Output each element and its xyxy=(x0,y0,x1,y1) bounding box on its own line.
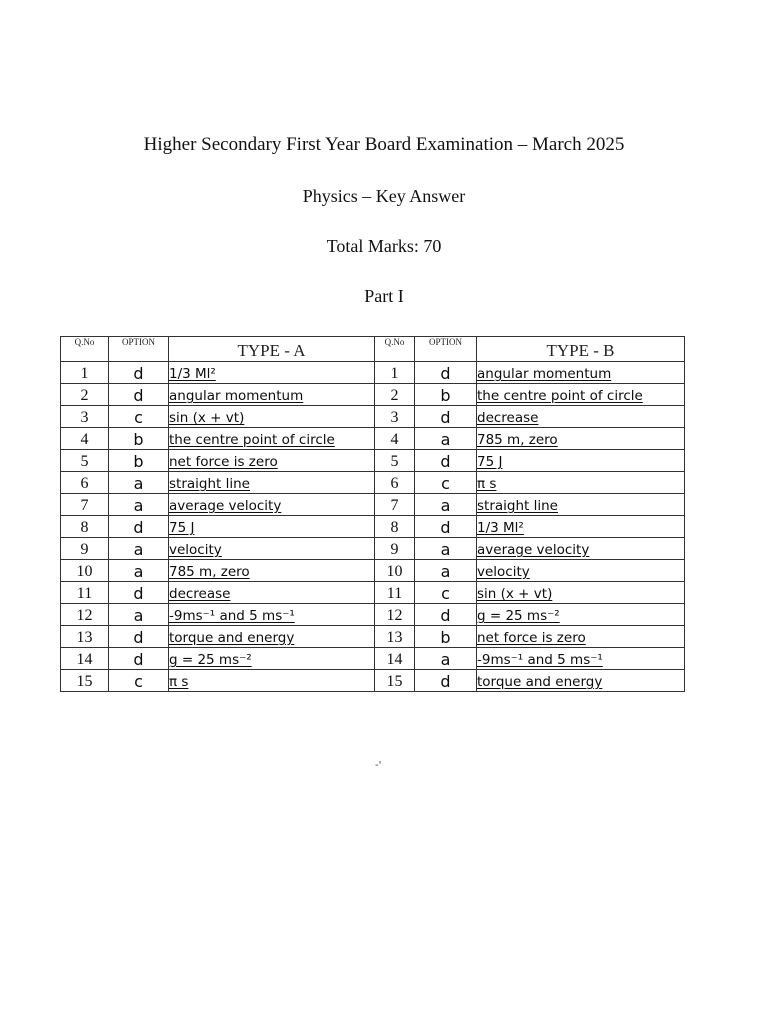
document-subject: Physics – Key Answer xyxy=(302,186,466,206)
answer-text: net force is zero xyxy=(477,630,586,646)
option-b-cell: d xyxy=(415,604,477,626)
answer-a-cell xyxy=(169,450,375,472)
qno-b-cell: 5 xyxy=(375,450,415,472)
qno-a-cell: 10 xyxy=(61,560,109,582)
answer-text: 75 J xyxy=(477,454,503,470)
answer-b-cell xyxy=(477,582,685,604)
answer-b-cell xyxy=(477,428,685,450)
answer-a-cell xyxy=(169,604,375,626)
qno-b-cell: 10 xyxy=(375,560,415,582)
qno-b-cell: 6 xyxy=(375,472,415,494)
type-a-header: TYPE - A xyxy=(169,337,375,362)
option-b-cell: d xyxy=(415,670,477,692)
qno-b-cell: 8 xyxy=(375,516,415,538)
answer-key-body xyxy=(61,362,685,692)
answer-a-cell xyxy=(169,516,375,538)
qno-a-cell: 14 xyxy=(61,648,109,670)
qno-a-cell: 15 xyxy=(61,670,109,692)
table-row xyxy=(61,362,685,384)
answer-b-cell xyxy=(477,384,685,406)
answer-text: average velocity xyxy=(169,498,282,514)
answer-text: velocity xyxy=(169,542,222,558)
option-b-cell: c xyxy=(415,582,477,604)
answer-text: g = 25 ms⁻² xyxy=(169,652,252,668)
qno-a-cell: 2 xyxy=(61,384,109,406)
option-a-cell: a xyxy=(109,494,169,516)
answer-a-cell xyxy=(169,560,375,582)
answer-text: -9ms⁻¹ and 5 ms⁻¹ xyxy=(169,608,295,624)
answer-text: torque and energy xyxy=(477,674,603,690)
qno-a-cell: 6 xyxy=(61,472,109,494)
qno-header-a: Q.No xyxy=(61,337,109,362)
qno-b-cell: 14 xyxy=(375,648,415,670)
answer-text: torque and energy xyxy=(169,630,295,646)
qno-b-cell: 7 xyxy=(375,494,415,516)
qno-a-cell: 12 xyxy=(61,604,109,626)
table-row xyxy=(61,428,685,450)
answer-text: angular momentum xyxy=(169,388,304,404)
option-b-cell: a xyxy=(415,494,477,516)
table-row xyxy=(61,626,685,648)
table-row xyxy=(61,648,685,670)
option-b-cell: a xyxy=(415,538,477,560)
answer-a-cell xyxy=(169,626,375,648)
answer-a-cell xyxy=(169,494,375,516)
answer-text: 785 m, zero xyxy=(169,564,250,580)
total-marks: Total Marks: 70 xyxy=(326,236,442,256)
answer-a-cell xyxy=(169,670,375,692)
answer-a-cell xyxy=(169,538,375,560)
answer-b-cell xyxy=(477,494,685,516)
answer-text: sin (x + vt) xyxy=(169,410,245,426)
answer-b-cell xyxy=(477,626,685,648)
part-label: Part I xyxy=(364,286,404,306)
option-b-cell: b xyxy=(415,626,477,648)
table-row xyxy=(61,406,685,428)
option-b-cell: a xyxy=(415,560,477,582)
answer-text: decrease xyxy=(169,586,231,602)
option-a-cell: a xyxy=(109,538,169,560)
answer-b-cell xyxy=(477,362,685,384)
answer-text: net force is zero xyxy=(169,454,278,470)
answer-b-cell xyxy=(477,560,685,582)
answer-text: 75 J xyxy=(169,520,195,536)
qno-a-cell: 3 xyxy=(61,406,109,428)
answer-b-cell xyxy=(477,516,685,538)
answer-a-cell xyxy=(169,648,375,670)
answer-b-cell xyxy=(477,648,685,670)
qno-a-cell: 5 xyxy=(61,450,109,472)
answer-text: -9ms⁻¹ and 5 ms⁻¹ xyxy=(477,652,603,668)
answer-a-cell xyxy=(169,406,375,428)
answer-a-cell xyxy=(169,472,375,494)
option-a-cell: d xyxy=(109,362,169,384)
answer-b-cell xyxy=(477,406,685,428)
option-b-cell: d xyxy=(415,406,477,428)
qno-b-cell: 3 xyxy=(375,406,415,428)
qno-a-cell: 8 xyxy=(61,516,109,538)
answer-key-table xyxy=(60,336,685,692)
option-a-cell: a xyxy=(109,560,169,582)
answer-text: g = 25 ms⁻² xyxy=(477,608,560,624)
option-b-cell: a xyxy=(415,648,477,670)
qno-b-cell: 9 xyxy=(375,538,415,560)
qno-a-cell: 13 xyxy=(61,626,109,648)
page-mark: -' xyxy=(375,760,382,771)
qno-b-cell: 12 xyxy=(375,604,415,626)
answer-text: velocity xyxy=(477,564,530,580)
qno-a-cell: 11 xyxy=(61,582,109,604)
answer-a-cell xyxy=(169,384,375,406)
qno-a-cell: 9 xyxy=(61,538,109,560)
option-a-cell: d xyxy=(109,648,169,670)
option-header-a: OPTION xyxy=(109,337,169,362)
qno-b-cell: 1 xyxy=(375,362,415,384)
option-b-cell: d xyxy=(415,362,477,384)
option-a-cell: d xyxy=(109,384,169,406)
document-title: Higher Secondary First Year Board Examination – March 2025 xyxy=(143,134,625,155)
answer-text: π s xyxy=(477,476,497,492)
answer-b-cell xyxy=(477,538,685,560)
option-a-cell: c xyxy=(109,670,169,692)
table-row xyxy=(61,670,685,692)
qno-header-b: Q.No xyxy=(375,337,415,362)
type-b-header: TYPE - B xyxy=(477,337,685,362)
answer-text: 1/3 Ml² xyxy=(169,366,216,382)
table-row xyxy=(61,582,685,604)
option-a-cell: b xyxy=(109,450,169,472)
qno-b-cell: 15 xyxy=(375,670,415,692)
option-a-cell: d xyxy=(109,516,169,538)
option-b-cell: d xyxy=(415,450,477,472)
answer-text: 1/3 Ml² xyxy=(477,520,524,536)
answer-b-cell xyxy=(477,604,685,626)
table-row xyxy=(61,538,685,560)
qno-b-cell: 4 xyxy=(375,428,415,450)
table-row xyxy=(61,560,685,582)
table-row xyxy=(61,494,685,516)
answer-a-cell xyxy=(169,362,375,384)
answer-text: sin (x + vt) xyxy=(477,586,553,602)
option-b-cell: a xyxy=(415,428,477,450)
table-row xyxy=(61,472,685,494)
option-a-cell: c xyxy=(109,406,169,428)
qno-a-cell: 4 xyxy=(61,428,109,450)
answer-text: straight line xyxy=(477,498,558,514)
answer-text: straight line xyxy=(169,476,250,492)
answer-text: the centre point of circle xyxy=(169,432,335,448)
answer-text: decrease xyxy=(477,410,539,426)
option-a-cell: d xyxy=(109,626,169,648)
option-a-cell: a xyxy=(109,604,169,626)
answer-b-cell xyxy=(477,472,685,494)
answer-text: the centre point of circle xyxy=(477,388,643,404)
answer-b-cell xyxy=(477,670,685,692)
table-header-row xyxy=(61,337,685,362)
answer-a-cell xyxy=(169,428,375,450)
qno-a-cell: 1 xyxy=(61,362,109,384)
option-b-cell: d xyxy=(415,516,477,538)
option-a-cell: d xyxy=(109,582,169,604)
answer-text: angular momentum xyxy=(477,366,612,382)
answer-text: average velocity xyxy=(477,542,590,558)
table-row xyxy=(61,604,685,626)
table-row xyxy=(61,516,685,538)
qno-b-cell: 2 xyxy=(375,384,415,406)
option-a-cell: b xyxy=(109,428,169,450)
qno-b-cell: 13 xyxy=(375,626,415,648)
table-row xyxy=(61,384,685,406)
answer-b-cell xyxy=(477,450,685,472)
table-row xyxy=(61,450,685,472)
answer-text: 785 m, zero xyxy=(477,432,558,448)
qno-a-cell: 7 xyxy=(61,494,109,516)
option-b-cell: b xyxy=(415,384,477,406)
answer-text: π s xyxy=(169,674,189,690)
qno-b-cell: 11 xyxy=(375,582,415,604)
option-header-b: OPTION xyxy=(415,337,477,362)
option-a-cell: a xyxy=(109,472,169,494)
answer-a-cell xyxy=(169,582,375,604)
option-b-cell: c xyxy=(415,472,477,494)
